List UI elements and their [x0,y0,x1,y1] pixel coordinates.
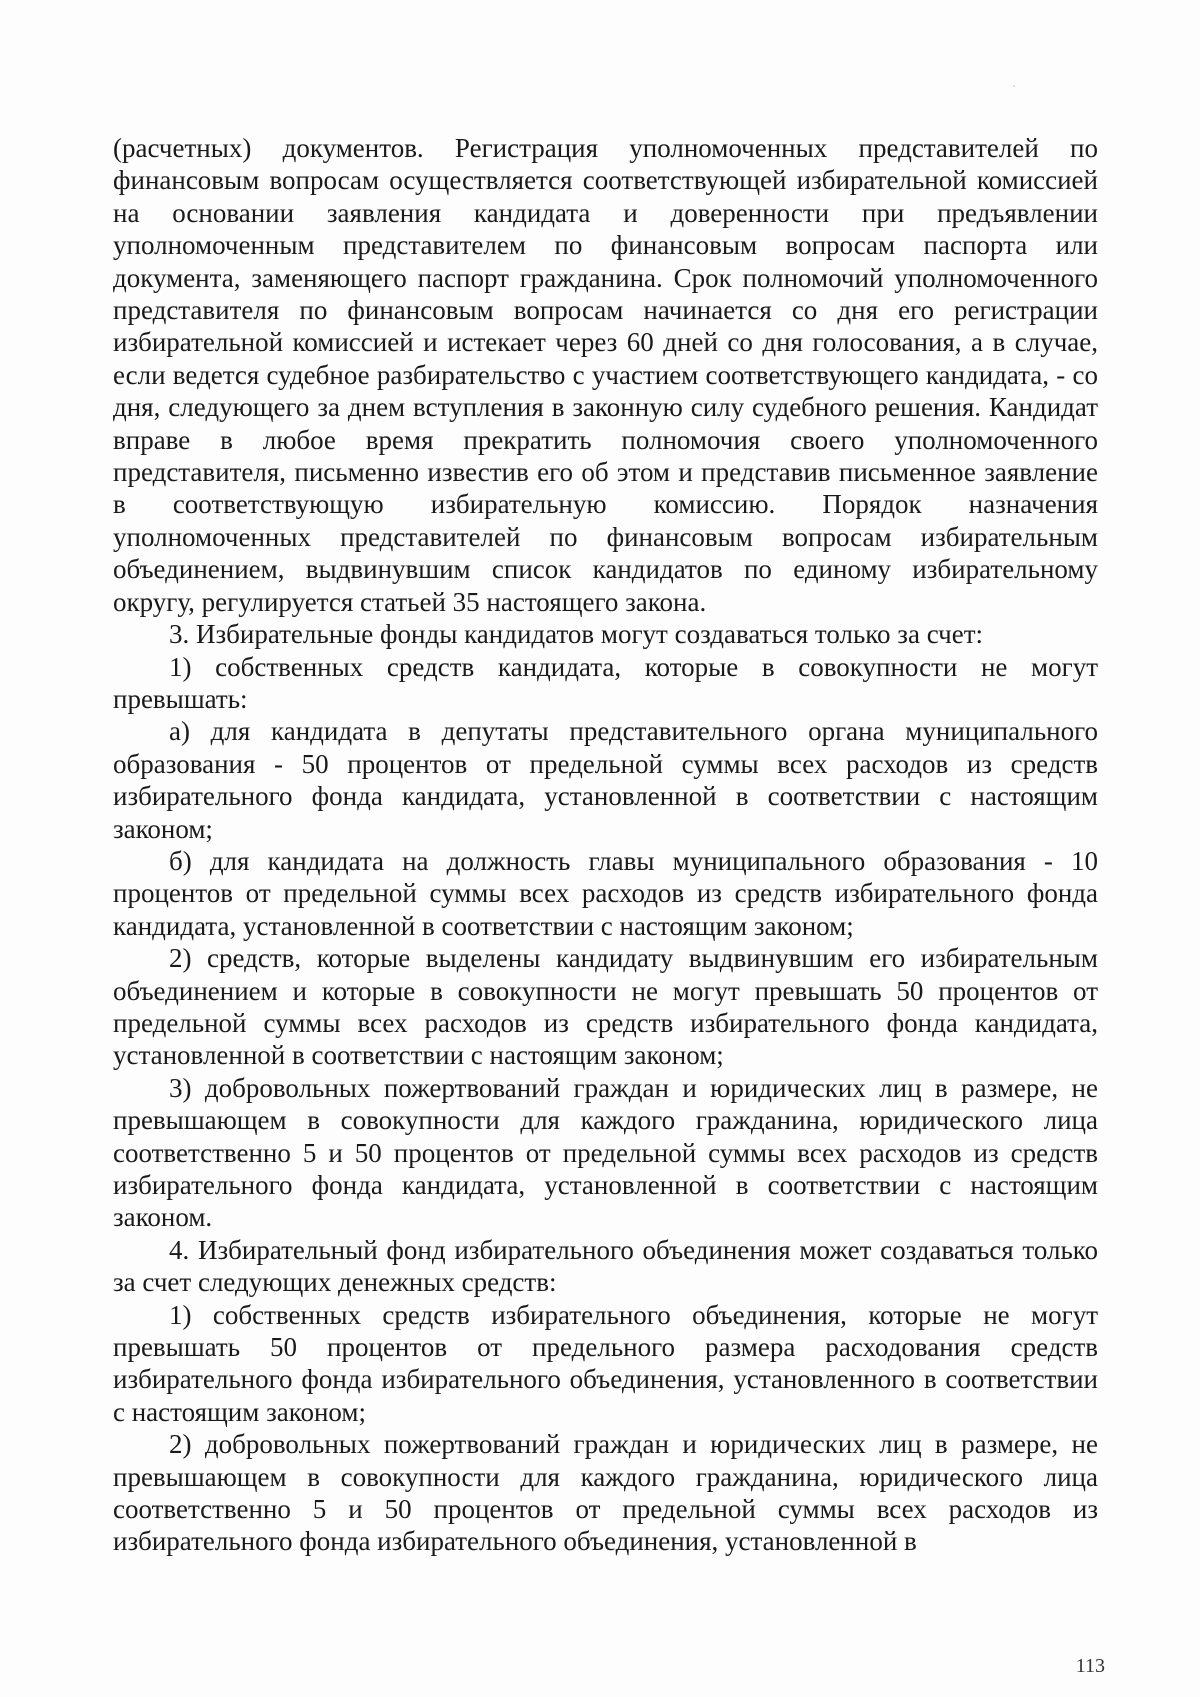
document-body [113,132,1098,1558]
paragraph-clause-4-item-2: 2) добровольных пожертвований граждан и юридических лиц в размере, не превышающем в совокупности для каждого гражданина, юридического лица соответственно 5 и 50 процентов от предельной суммы всех расходов из избирательного фонда избирательного объединения, установленной в [113,1429,1098,1557]
paragraph-clause-4-item-1: 1) собственных средств избирательного объединения, которые не могут превышать 50 процентов от предельного размера расходования средств избирательного фонда избирательного объединения, установленного в соответствии с настоящим законом; [113,1299,1098,1427]
page-number: 113 [1075,1655,1105,1677]
paragraph-clause-3-item-2: 2) средств, которые выделены кандидату выдвинувшим его избирательным объединением и которые в совокупности не могут превышать 50 процентов от предельной суммы всех расходов из средств избирательного фонда кандидата, установленной в соответствии с настоящим законом; [113,943,1098,1071]
paragraph-clause-4: 4. Избирательный фонд избирательного объединения может создаваться только за счет следующих денежных средств: [113,1234,1098,1298]
paragraph-clause-3-item-1a: а) для кандидата в депутаты представительного органа муниципального образования - 50 процентов от предельной суммы всех расходов из средств избирательного фонда кандидата, установленной в соответствии с настоящим законом; [113,716,1098,844]
paragraph-clause-3-item-3: 3) добровольных пожертвований граждан и юридических лиц в размере, не превышающем в совокупности для каждого гражданина, юридического лица соответственно 5 и 50 процентов от предельной суммы всех расходов из средств избирательного фонда кандидата, установленной в соответствии с настоящим законом. [113,1072,1098,1233]
paragraph-clause-3-item-1b: б) для кандидата на должность главы муниципального образования - 10 процентов от предельной суммы всех расходов из средств избирательного фонда кандидата, установленной в соответствии с настоящим законом; [113,845,1098,941]
paragraph-financial-representatives: (расчетных) документов. Регистрация уполномоченных представителей по финансовым вопросам осуществляется соответствующей избирательной комиссией на основании заявления кандидата и доверенности при предъявлении уполномоченным представителем по финансовым вопросам паспорта или документа, заменяющего паспорт гражданина. Срок полномочий уполномоченного представителя по финансовым вопросам начинается со дня его регистрации избирательной комиссией и истекает через 60 дней со дня голосования, а в случае, если ведется судебное разбирательство с участием соответствующего кандидата, - со дня, следующего за днем вступления в законную силу судебного решения. Кандидат вправе в любое время прекратить полномочия своего уполномоченного представителя, письменно известив его об этом и представив письменное заявление в соответствующую избирательную комиссию. Порядок назначения уполномоченных представителей по финансовым вопросам избирательным объединением, выдвинувшим список кандидатов по единому избирательному округу, регулируется статьей 35 настоящего закона. [113,133,1098,617]
scan-speck [1013,85,1015,87]
paragraph-clause-3-item-1: 1) собственных средств кандидата, которые в совокупности не могут превышать: [113,651,1098,714]
paragraph-clause-3: 3. Избирательные фонды кандидатов могут создаваться только за счет: [169,619,984,650]
